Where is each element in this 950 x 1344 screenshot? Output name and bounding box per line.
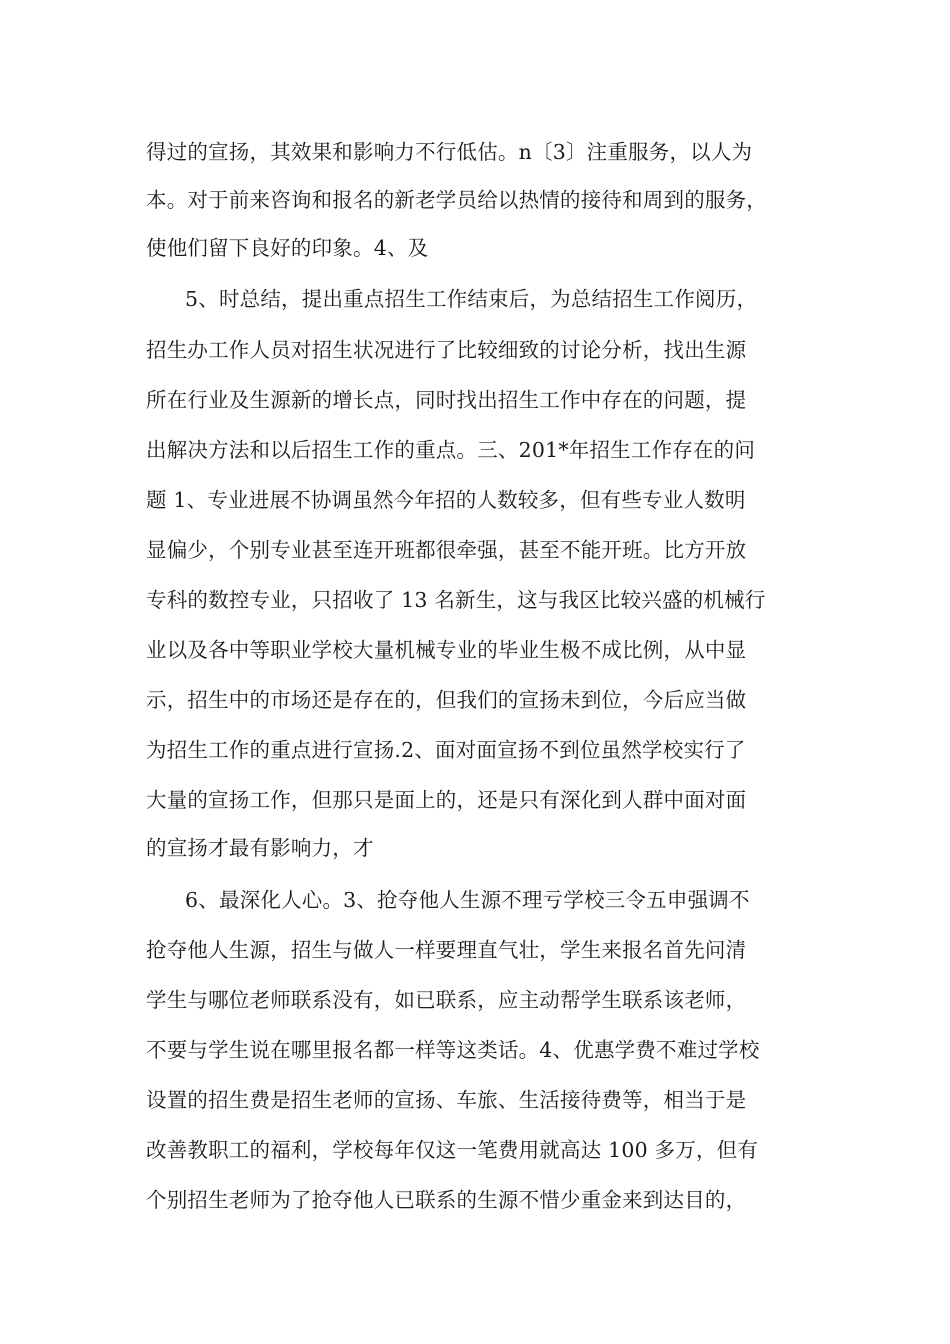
paragraph-3-line-1: 6、最深化人心。3、抢夺他人生源不理亏学校三令五申强调不 xyxy=(185,888,750,912)
paragraph-2-line-4: 出解决方法和以后招生工作的重点。三、201*年招生工作存在的问 xyxy=(146,438,756,462)
paragraph-2-line-10: 为招生工作的重点进行宣扬.2、面对面宣扬不到位虽然学校实行了 xyxy=(146,738,746,762)
paragraph-2-line-11: 大量的宣扬工作，但那只是面上的，还是只有深化到人群中面对面 xyxy=(146,788,747,812)
paragraph-3-line-7: 个别招生老师为了抢夺他人已联系的生源不惜少重金来到达目的， xyxy=(146,1188,747,1212)
paragraph-2-line-6: 显偏少，个别专业甚至连开班都很牵强，甚至不能开班。比方开放 xyxy=(146,538,747,562)
paragraph-2-line-5: 题 1、专业进展不协调虽然今年招的人数较多，但有些专业人数明 xyxy=(146,488,746,512)
paragraph-1-line-3: 使他们留下良好的印象。4、及 xyxy=(146,236,429,260)
paragraph-2-line-1: 5、时总结，提出重点招生工作结束后，为总结招生工作阅历， xyxy=(185,287,758,311)
paragraph-2-line-2: 招生办工作人员对招生状况进行了比较细致的讨论分析，找出生源 xyxy=(146,338,747,362)
paragraph-3-line-3: 学生与哪位老师联系没有，如已联系，应主动帮学生联系该老师， xyxy=(146,988,747,1012)
paragraph-2-line-9: 示，招生中的市场还是存在的，但我们的宣扬未到位，今后应当做 xyxy=(146,688,747,712)
paragraph-2-line-12: 的宣扬才最有影响力，才 xyxy=(146,836,374,860)
paragraph-1-line-1: 得过的宣扬，其效果和影响力不行低估。n〔3〕注重服务，以人为 xyxy=(146,140,753,164)
paragraph-1-line-2: 本。对于前来咨询和报名的新老学员给以热情的接待和周到的服务， xyxy=(146,188,767,212)
paragraph-3-line-2: 抢夺他人生源，招生与做人一样要理直气壮，学生来报名首先问清 xyxy=(146,938,747,962)
paragraph-2-line-3: 所在行业及生源新的增长点，同时找出招生工作中存在的问题，提 xyxy=(146,388,747,412)
paragraph-3-line-6: 改善教职工的福利，学校每年仅这一笔费用就高达 100 多万，但有 xyxy=(146,1138,759,1162)
paragraph-3-line-5: 设置的招生费是招生老师的宣扬、车旅、生活接待费等，相当于是 xyxy=(146,1088,747,1112)
paragraph-2-line-7: 专科的数控专业，只招收了 13 名新生，这与我区比较兴盛的机械行 xyxy=(146,588,766,612)
paragraph-2-line-8: 业以及各中等职业学校大量机械专业的毕业生极不成比例，从中显 xyxy=(146,638,747,662)
paragraph-3-line-4: 不要与学生说在哪里报名都一样等这类话。4、优惠学费不难过学校 xyxy=(146,1038,760,1062)
